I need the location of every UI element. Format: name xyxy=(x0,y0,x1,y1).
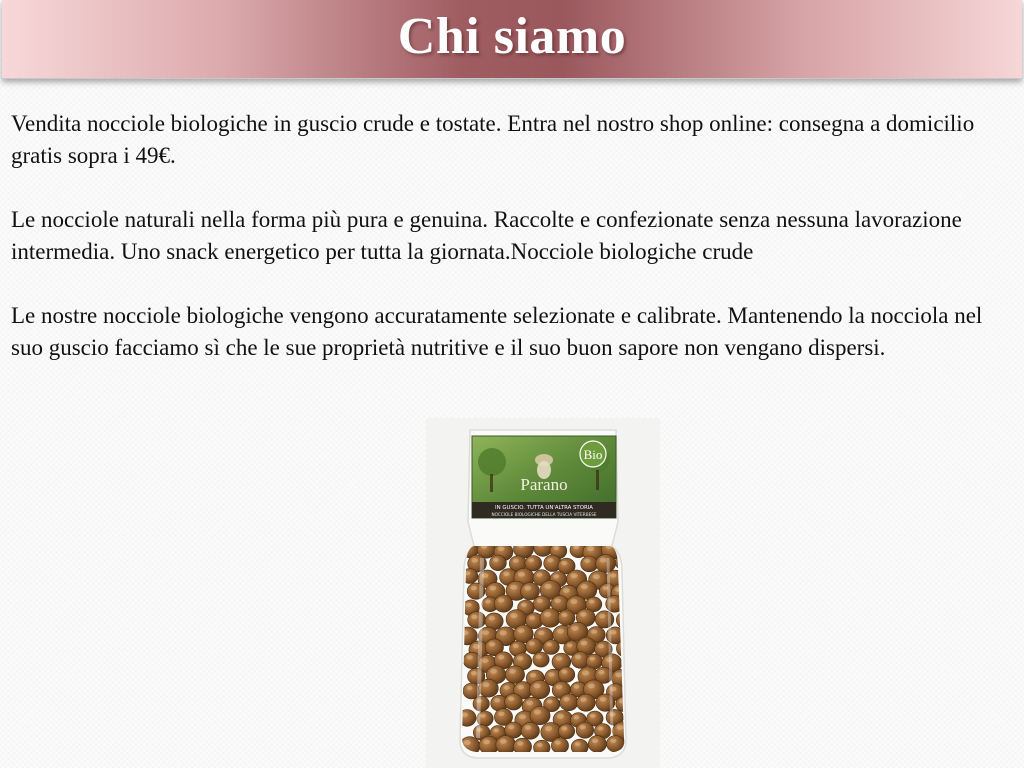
hazelnut-highlight xyxy=(581,584,588,589)
body-text xyxy=(11,108,1016,396)
hazelnut-highlight xyxy=(562,670,568,674)
hazelnut-highlight xyxy=(562,726,568,730)
hazelnut-highlight xyxy=(471,614,477,619)
hazelnut-highlight xyxy=(480,714,486,718)
hazelnut xyxy=(540,609,560,628)
hazelnut-highlight xyxy=(529,641,535,645)
hazelnut xyxy=(558,667,575,682)
hazelnut-highlight xyxy=(508,725,514,729)
hazelnut-highlight xyxy=(467,655,473,659)
hazelnut-highlight xyxy=(563,588,570,593)
hazelnut-highlight xyxy=(518,572,525,577)
hazelnut xyxy=(588,736,606,753)
hazelnut-highlight xyxy=(610,739,616,743)
brand-name: Parano xyxy=(520,475,568,494)
hazelnut-bag-illustration xyxy=(426,418,660,768)
hazelnut xyxy=(468,612,486,629)
hazelnut xyxy=(526,639,543,655)
hazelnut-highlight xyxy=(517,656,523,661)
hazelnut-highlight xyxy=(465,545,471,549)
hazelnut-highlight xyxy=(555,599,561,603)
hazelnut-highlight xyxy=(517,741,523,746)
hazelnut xyxy=(505,694,523,710)
hazelnut-highlight xyxy=(610,573,617,578)
hazelnut-highlight xyxy=(600,697,607,702)
hazelnut-highlight xyxy=(498,655,504,660)
hazelnut-highlight xyxy=(483,739,490,744)
hazelnut-highlight xyxy=(504,685,510,689)
hazelnut-highlight xyxy=(485,600,491,604)
hazelnut-highlight xyxy=(536,655,542,659)
hazelnut-highlight xyxy=(580,725,586,729)
hazelnut-highlight xyxy=(591,629,597,633)
paragraph-3: Le nostre nocciole biologiche vengono accuratamente selezionate e calibrate. Mantenendo la nocciola nel suo guscio facciamo sì che le sue proprietà nutritive e il suo buon sapore non vengano dispersi. xyxy=(11,303,983,360)
hazelnut xyxy=(577,694,596,711)
bag-label xyxy=(472,436,616,518)
hazelnut-highlight xyxy=(545,726,552,731)
hazelnut-highlight xyxy=(472,558,479,563)
hazelnut-highlight xyxy=(510,613,517,618)
hazelnut-highlight xyxy=(615,672,622,677)
hazelnut xyxy=(533,652,549,667)
hazelnut-highlight xyxy=(464,740,471,745)
bio-badge: Bio xyxy=(583,447,603,462)
hazelnut-highlight xyxy=(493,728,499,732)
hazelnut-highlight xyxy=(498,712,504,717)
hazelnut xyxy=(525,556,542,571)
hazelnut-highlight xyxy=(590,714,596,718)
hazelnut-highlight xyxy=(494,698,500,702)
hazelnut-highlight xyxy=(537,743,543,747)
hazelnut xyxy=(496,736,516,754)
hazelnut-highlight xyxy=(529,616,535,620)
hazelnut xyxy=(505,666,524,684)
hazelnut-highlight xyxy=(530,673,536,677)
product-image xyxy=(426,418,660,768)
hazelnut-highlight xyxy=(483,682,490,687)
hazelnut-highlight xyxy=(498,546,505,551)
hazelnut-highlight xyxy=(538,631,545,636)
hazelnut-highlight xyxy=(526,700,533,705)
hazelnut-highlight xyxy=(555,741,561,745)
hazelnut xyxy=(595,611,614,628)
title-bar xyxy=(2,0,1022,79)
hazelnut xyxy=(551,738,568,754)
hazelnut-highlight xyxy=(592,739,598,744)
hazelnut-highlight xyxy=(500,739,507,744)
hazelnut-highlight xyxy=(489,642,495,647)
hazelnut xyxy=(543,640,559,655)
hazelnut-highlight xyxy=(575,655,581,660)
hazelnut-highlight xyxy=(584,559,590,563)
hazelnut-highlight xyxy=(490,669,497,674)
hazelnut-highlight xyxy=(493,558,499,562)
hazelnut-highlight xyxy=(599,614,606,619)
hazelnut xyxy=(479,679,499,697)
hazelnut-highlight xyxy=(574,684,580,688)
hazelnut-highlight xyxy=(581,641,588,646)
hazelnut-highlight xyxy=(556,685,563,690)
hazelnut-highlight xyxy=(528,558,534,562)
hazelnut xyxy=(576,722,594,738)
hazelnut-highlight xyxy=(575,742,581,746)
hazelnut xyxy=(616,612,634,629)
hazelnut-highlight xyxy=(537,599,543,603)
hazelnut-highlight xyxy=(537,573,543,577)
hazelnut-highlight xyxy=(519,714,526,719)
hazelnut-highlight xyxy=(471,586,477,590)
hazelnut-highlight xyxy=(518,628,525,633)
hazelnut-highlight xyxy=(513,559,519,563)
hazelnut-highlight xyxy=(490,586,497,591)
hazelnut-highlight xyxy=(556,656,563,661)
hazelnut-highlight xyxy=(471,671,477,675)
hazelnut-highlight xyxy=(561,561,567,565)
label-subline: NOCCIOLE BIOLOGICHE DELLA TUSCIA VITERBESE xyxy=(491,512,597,517)
hazelnut xyxy=(521,722,539,739)
hazelnut-highlight xyxy=(567,643,573,647)
hazelnut-highlight xyxy=(503,572,509,577)
hazelnut-highlight xyxy=(508,696,514,700)
hazelnut-highlight xyxy=(544,584,551,589)
paragraph-2: Le nocciole naturali nella forma più pura e genuina. Raccolte e confezionate senza nessuna lavorazione intermedia. Uno snack energetico per tutta la giornata.Nocciole biologiche crude xyxy=(11,207,962,264)
hazelnut-highlight xyxy=(590,657,596,661)
hazelnut xyxy=(558,724,574,739)
hazelnut-highlight xyxy=(589,600,595,604)
hazelnut-highlight xyxy=(600,558,607,563)
hazelnut-highlight xyxy=(525,725,531,730)
hazelnut-highlight xyxy=(580,612,587,617)
hazelnut-highlight xyxy=(561,613,567,617)
label-tagline: IN GUSCIO. TUTTA UN'ALTRA STORIA xyxy=(494,505,594,511)
hazelnut-highlight xyxy=(482,630,489,635)
hazelnut-highlight xyxy=(517,685,524,690)
hazelnut-highlight xyxy=(534,710,541,715)
hazelnut-highlight xyxy=(598,644,604,648)
hazelnut-highlight xyxy=(574,715,580,719)
hazelnut-highlight xyxy=(587,546,594,551)
hazelnut xyxy=(494,595,513,612)
slide-title: Chi siamo xyxy=(397,7,627,65)
hazelnut-highlight xyxy=(617,725,624,730)
hazelnut-highlight xyxy=(553,546,559,550)
hazelnut-highlight xyxy=(482,658,489,663)
hazelnut-highlight xyxy=(498,598,505,603)
hazelnut-highlight xyxy=(588,683,595,688)
hazelnut-highlight xyxy=(571,573,578,578)
paragraph-1: Vendita nocciole biologiche in guscio crude e tostate. Entra nel nostro shop online: consegna a domicilio gratis sopra i 49€. xyxy=(11,111,975,168)
hazelnut-highlight xyxy=(510,585,517,590)
hazelnut-highlight xyxy=(582,670,589,675)
hazelnut-highlight xyxy=(547,558,553,562)
hazelnut-highlight xyxy=(466,603,472,607)
hazelnut-highlight xyxy=(563,697,569,702)
hazelnut-highlight xyxy=(570,599,577,604)
hazelnut-highlight xyxy=(548,672,554,677)
hazelnut-highlight xyxy=(500,630,507,635)
hazelnut xyxy=(530,680,550,699)
hazelnut-highlight xyxy=(553,574,559,578)
hazelnut-highlight xyxy=(521,603,527,607)
hazelnut xyxy=(560,694,578,711)
hazelnut xyxy=(530,706,550,725)
hazelnut xyxy=(581,556,598,572)
hazelnut-highlight xyxy=(534,683,541,688)
hazelnut-highlight xyxy=(467,686,473,690)
hazelnut xyxy=(616,640,634,657)
hazelnut-highlight xyxy=(544,612,551,617)
hazelnut-highlight xyxy=(557,714,564,719)
hazelnut-highlight xyxy=(546,642,552,646)
hazelnut-highlight xyxy=(509,669,516,674)
hazelnut-highlight xyxy=(513,644,519,648)
hazelnut xyxy=(490,555,507,571)
hazelnut-highlight xyxy=(489,616,495,621)
hazelnut-highlight xyxy=(598,670,604,674)
hazelnut xyxy=(473,696,489,711)
hazelnut-highlight xyxy=(571,626,578,631)
hazelnut xyxy=(596,554,616,572)
hazelnut-highlight xyxy=(580,697,587,702)
hazelnut-highlight xyxy=(593,574,600,579)
hazelnut-highlight xyxy=(547,699,553,703)
hazelnut-highlight xyxy=(524,586,531,591)
hazelnut-highlight xyxy=(557,629,564,634)
hazelnut-highlight xyxy=(598,726,604,730)
